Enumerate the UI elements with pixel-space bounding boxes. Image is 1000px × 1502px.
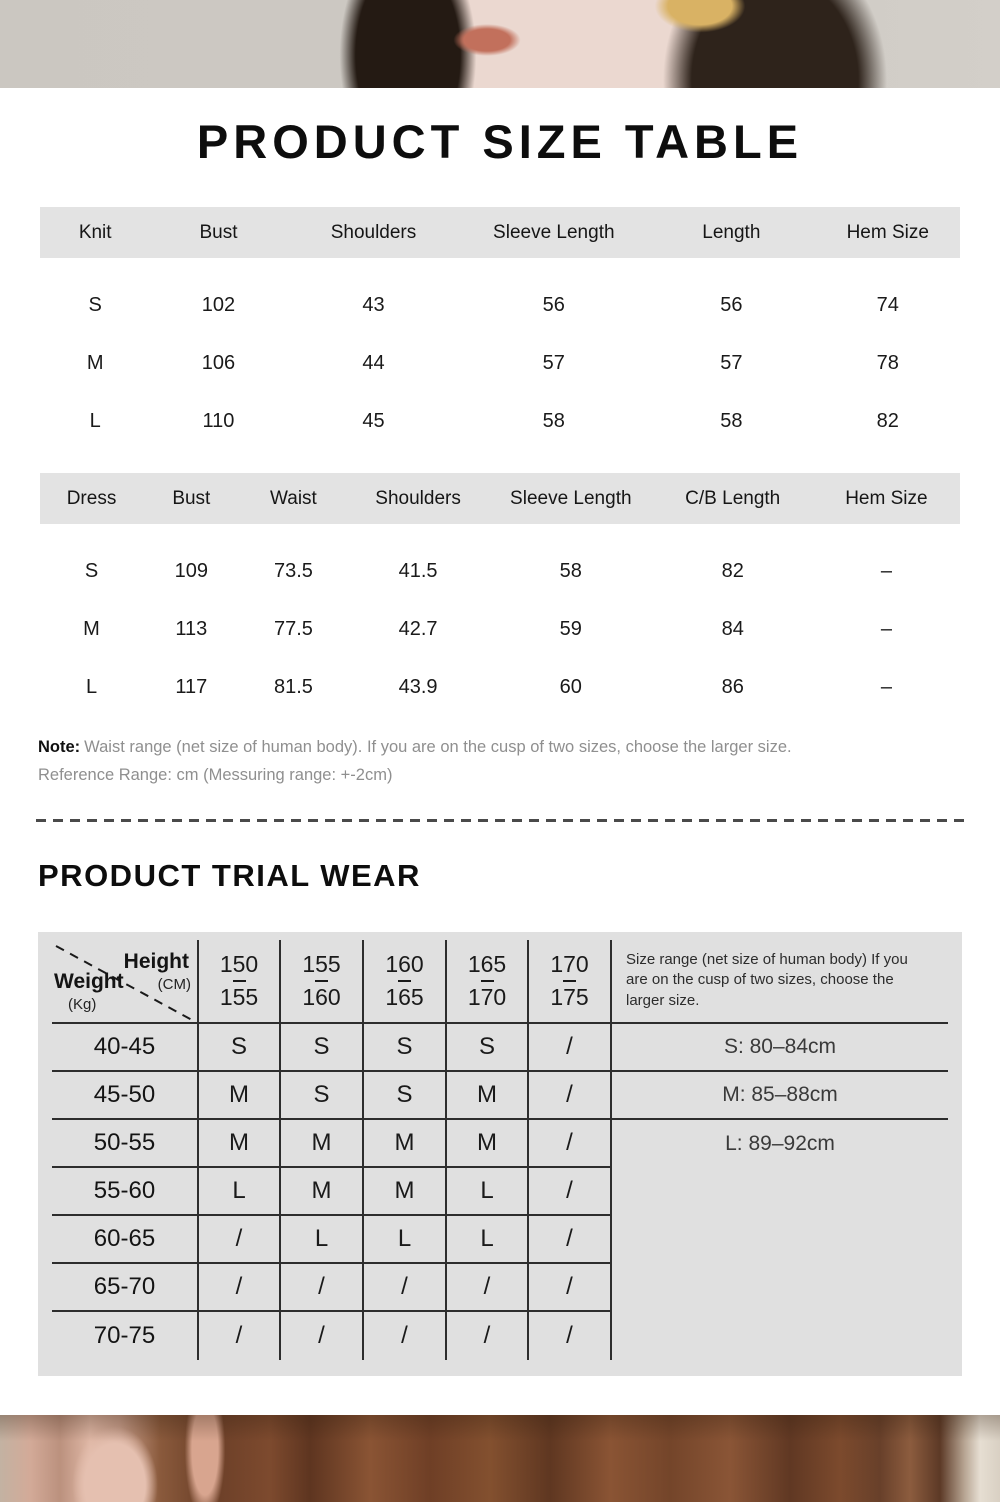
spacer-row bbox=[40, 258, 960, 276]
product-photo-bottom bbox=[0, 1415, 1000, 1502]
size-cell: 42.7 bbox=[398, 617, 438, 640]
size-cell: L bbox=[85, 675, 98, 698]
size-cell: 44 bbox=[362, 351, 385, 374]
size-cell: 60 bbox=[559, 675, 582, 698]
height-range-header: 150 155 bbox=[197, 940, 279, 1024]
size-cell: 57 bbox=[720, 351, 743, 374]
column-header: Waist bbox=[240, 473, 348, 524]
size-value-cell: / bbox=[527, 1264, 610, 1312]
weight-axis-label: Weight bbox=[54, 969, 124, 993]
size-cell: 73.5 bbox=[273, 559, 313, 582]
size-value-cell: / bbox=[362, 1264, 445, 1312]
dress-table-header-row bbox=[40, 473, 960, 524]
size-range-cell: L: 89–92cm bbox=[610, 1120, 948, 1168]
size-cell: 84 bbox=[721, 617, 744, 640]
size-cell: 102 bbox=[201, 293, 236, 316]
size-value-cell: / bbox=[362, 1312, 445, 1360]
notes-filler-cell bbox=[610, 1168, 948, 1360]
size-value-cell: M bbox=[279, 1120, 362, 1168]
column-header: Hem Size bbox=[813, 473, 960, 524]
size-cell: 43 bbox=[362, 293, 385, 316]
size-value-cell: / bbox=[279, 1264, 362, 1312]
size-cell: M bbox=[86, 351, 104, 374]
size-cell: 117 bbox=[175, 675, 208, 698]
corner-cell bbox=[52, 940, 197, 1024]
size-value-cell: / bbox=[197, 1216, 279, 1264]
size-value-cell: M bbox=[362, 1168, 445, 1216]
note-label: Note: bbox=[38, 738, 81, 756]
size-value-cell: S bbox=[362, 1072, 445, 1120]
size-value-cell: M bbox=[362, 1120, 445, 1168]
size-cell: 109 bbox=[174, 559, 209, 582]
size-value-cell: L bbox=[445, 1216, 527, 1264]
size-cell: 81.5 bbox=[273, 675, 313, 698]
size-cell: – bbox=[880, 617, 892, 640]
column-header: Shoulders bbox=[287, 207, 461, 258]
spacer-row bbox=[40, 524, 960, 542]
size-value-cell: L bbox=[362, 1216, 445, 1264]
dress-table-body bbox=[40, 524, 960, 716]
size-row bbox=[40, 542, 960, 600]
column-header: Sleeve Length bbox=[489, 473, 653, 524]
size-cell: 57 bbox=[542, 351, 565, 374]
reference-note: Reference Range: cm (Messuring range: +-2cm) bbox=[38, 765, 393, 784]
size-cell: 45 bbox=[362, 409, 385, 432]
size-cell: S bbox=[88, 293, 102, 316]
size-value-cell: M bbox=[197, 1072, 279, 1120]
size-cell: 78 bbox=[876, 351, 899, 374]
size-value-cell: S bbox=[279, 1072, 362, 1120]
column-header: Length bbox=[647, 207, 815, 258]
size-row bbox=[40, 658, 960, 716]
size-value-cell: L bbox=[445, 1168, 527, 1216]
size-row bbox=[40, 392, 960, 450]
size-value-cell: M bbox=[197, 1120, 279, 1168]
size-cell: 82 bbox=[876, 409, 899, 432]
size-cell: 113 bbox=[175, 617, 208, 640]
weight-range-cell: 50-55 bbox=[52, 1120, 197, 1168]
size-value-cell: S bbox=[362, 1024, 445, 1072]
weight-range-cell: 70-75 bbox=[93, 1321, 156, 1349]
size-value-cell: L bbox=[279, 1216, 362, 1264]
size-row bbox=[40, 600, 960, 658]
weight-axis-unit: (Kg) bbox=[68, 995, 97, 1013]
size-cell: 74 bbox=[876, 293, 899, 316]
size-value-cell: M bbox=[279, 1168, 362, 1216]
column-header: C/B Length bbox=[653, 473, 813, 524]
knit-table-header-row bbox=[40, 207, 960, 258]
size-cell: 110 bbox=[202, 409, 235, 432]
size-row bbox=[40, 276, 960, 334]
height-axis-label: Height bbox=[123, 949, 189, 973]
page-title: PRODUCT SIZE TABLE bbox=[196, 115, 804, 168]
column-header: Knit bbox=[40, 207, 150, 258]
size-cell: 58 bbox=[542, 409, 565, 432]
size-value-cell: / bbox=[527, 1024, 610, 1072]
size-value-cell: S bbox=[197, 1024, 279, 1072]
weight-range-cell: 45-50 bbox=[52, 1072, 197, 1120]
size-cell: 58 bbox=[559, 559, 582, 582]
model-photo-top bbox=[0, 0, 1000, 88]
size-cell: 106 bbox=[201, 351, 236, 374]
height-range-header: 170 175 bbox=[527, 940, 610, 1024]
size-cell: 59 bbox=[559, 617, 582, 640]
size-cell: 82 bbox=[721, 559, 744, 582]
column-header: Dress bbox=[40, 473, 143, 524]
column-header: Hem Size bbox=[816, 207, 960, 258]
size-cell: 58 bbox=[720, 409, 743, 432]
height-range-header: 155 160 bbox=[279, 940, 362, 1024]
size-cell: 41.5 bbox=[398, 559, 438, 582]
size-value-cell: / bbox=[197, 1312, 279, 1360]
size-cell: 56 bbox=[720, 293, 743, 316]
weight-range-cell: 65-70 bbox=[52, 1264, 197, 1312]
size-cell: L bbox=[89, 409, 101, 432]
knit-table-body bbox=[40, 258, 960, 450]
size-cell: 86 bbox=[721, 675, 744, 698]
size-value-cell: / bbox=[445, 1312, 527, 1360]
note-line bbox=[38, 738, 1000, 758]
size-range-cell: M: 85–88cm bbox=[610, 1072, 948, 1120]
size-row bbox=[40, 334, 960, 392]
size-value-cell: / bbox=[527, 1168, 610, 1216]
size-range-cell: S: 80–84cm bbox=[610, 1024, 948, 1072]
note-text: Waist range (net size of human body). If you are on the cusp of two sizes, choose the larger size. bbox=[84, 738, 792, 756]
size-value-cell: M bbox=[445, 1120, 527, 1168]
size-value-cell: / bbox=[197, 1264, 279, 1312]
size-value-cell: / bbox=[279, 1312, 362, 1360]
size-value-cell: / bbox=[527, 1216, 610, 1264]
size-cell: – bbox=[880, 675, 892, 698]
size-range-note: Size range (net size of human body) If you are on the cusp of two sizes, choose the larger size. bbox=[610, 940, 948, 1024]
dress-size-table bbox=[40, 473, 960, 716]
height-range-header: 160 165 bbox=[362, 940, 445, 1024]
trial-wear-table bbox=[38, 932, 962, 1376]
column-header: Bust bbox=[150, 207, 286, 258]
size-value-cell: S bbox=[445, 1024, 527, 1072]
size-value-cell: S bbox=[279, 1024, 362, 1072]
knit-size-table bbox=[40, 207, 960, 450]
column-header: Bust bbox=[143, 473, 240, 524]
weight-range-cell: 55-60 bbox=[52, 1168, 197, 1216]
trial-wear-title: PRODUCT TRIAL WEAR bbox=[38, 857, 421, 893]
size-cell: S bbox=[84, 559, 99, 582]
column-header: Shoulders bbox=[347, 473, 489, 524]
height-axis-unit: (CM) bbox=[157, 975, 191, 993]
size-value-cell: / bbox=[445, 1264, 527, 1312]
size-cell: 43.9 bbox=[398, 675, 438, 698]
size-cell: – bbox=[880, 559, 892, 582]
size-value-cell: / bbox=[527, 1120, 610, 1168]
size-value-cell: M bbox=[445, 1072, 527, 1120]
size-cell: M bbox=[83, 617, 100, 640]
size-value-cell: / bbox=[527, 1312, 610, 1360]
size-value-cell: / bbox=[527, 1072, 610, 1120]
size-cell: 56 bbox=[542, 293, 565, 316]
size-value-cell: L bbox=[197, 1168, 279, 1216]
weight-range-cell: 40-45 bbox=[52, 1024, 197, 1072]
size-cell: 77.5 bbox=[273, 617, 313, 640]
column-header: Sleeve Length bbox=[460, 207, 647, 258]
height-range-header: 165 170 bbox=[445, 940, 527, 1024]
weight-range-cell: 60-65 bbox=[52, 1216, 197, 1264]
dashed-divider bbox=[36, 819, 964, 822]
